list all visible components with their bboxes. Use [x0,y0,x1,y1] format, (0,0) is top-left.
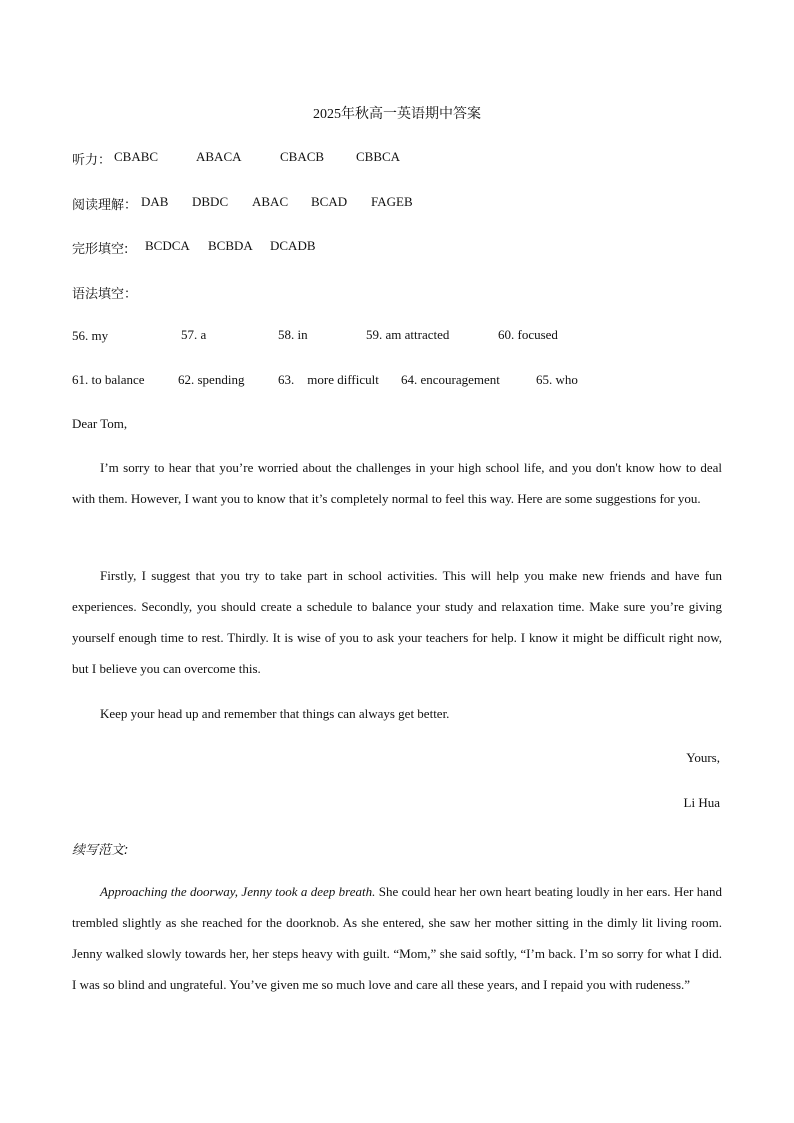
grammar-row [72,283,137,302]
reading-group: DAB [141,194,169,209]
cloze-label: 完形填空: [72,242,129,257]
reading-row [72,194,137,213]
letter-paragraph [72,698,722,729]
cloze-group: BCBDA [208,238,253,253]
reading-group: BCAD [311,194,348,209]
letter-paragraph-text: Keep your head up and remember that things can always get better. [100,706,450,721]
cloze-row [72,238,128,257]
continuation-opening: Approaching the doorway, Jenny took a deep breath. [100,884,376,899]
letter-salutation: Dear Tom, [72,416,128,431]
reading-group: ABAC [252,194,289,209]
listening-group: ABACA [196,149,242,164]
grammar-answer: 65. who [536,372,578,387]
grammar-answer: 63. more difficult [278,372,379,387]
listening-group: CBACB [280,149,325,164]
continuation-label-text: 续写范文: [72,843,129,858]
grammar-answer: 56. my [72,328,109,343]
grammar-answer: 59. am attracted [366,327,450,342]
listening-group: CBABC [114,149,159,164]
letter-closing: Yours, [686,750,720,765]
listening-row [72,149,111,168]
listening-label: 听力： [72,153,112,168]
grammar-answer: 60. focused [498,327,558,342]
grammar-answer: 62. spending [178,372,245,387]
grammar-answer: 61. to balance [72,372,145,387]
continuation-label [72,839,128,858]
letter-paragraph [72,452,722,514]
listening-group: CBBCA [356,149,401,164]
grammar-answer: 58. in [278,327,308,342]
grammar-answer: 64. encouragement [401,372,500,387]
letter-paragraph-text: Firstly, I suggest that you try to take part in school activities. This will help you make new friends and have fun experiences. Secondly, you should create a schedule to balance your study and relaxation time. Make sure you’re giving yourself enough time to rest. Thirdly. It is wise of you to ask your teachers for help. I know it might be difficult right now, but I believe you can overcome this. [72,568,722,676]
cloze-group: BCDCA [145,238,190,253]
continuation-body: She could hear her own heart beating loudly in her ears. Her hand trembled slightly as she reached for the doorknob. As she entered, she saw her mother sitting in the dimly lit living room. Jenny walked slowly towards her, her steps heavy with guilt. “Mom,” she said softly, “I’m back. I’m so sorry for what I did. I was so blind and ungrateful. You’ve given me so much love and care all these years, and I repaid you with rudeness.” [72,884,722,992]
reading-group: DBDC [192,194,229,209]
letter-paragraph [72,560,722,684]
cloze-group: DCADB [270,238,316,253]
continuation-paragraph [72,876,722,1000]
reading-label: 阅读理解： [72,198,138,213]
letter-signature: Li Hua [683,795,720,810]
reading-group: FAGEB [371,194,413,209]
page-title: 2025年秋高一英语期中答案 [313,107,481,122]
grammar-label: 语法填空： [72,287,138,302]
grammar-answer: 57. a [181,327,207,342]
letter-paragraph-text: I’m sorry to hear that you’re worried about the challenges in your high school life, and you don't know how to deal with them. However, I want you to know that it’s completely normal to feel this way. Here are some suggestions for you. [72,460,722,506]
